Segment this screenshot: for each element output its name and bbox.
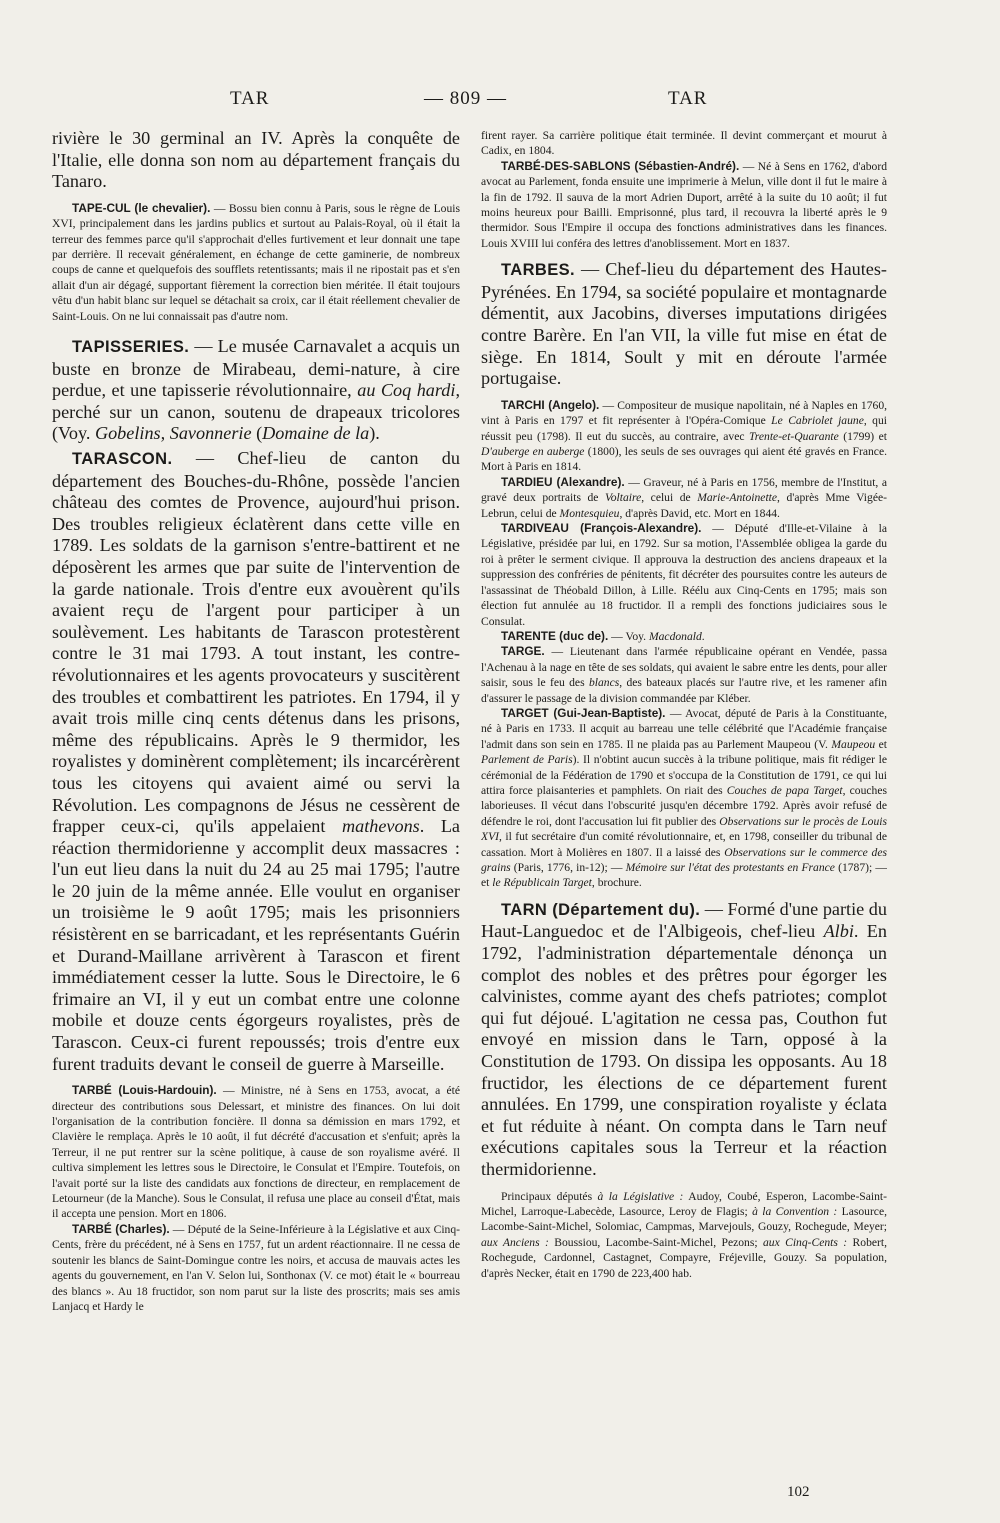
- entry-text: — Compositeur de musique napolitain, né à Naples en 1760, vint à Paris en 1797 et fit représenter à l'Opéra-Comique: [481, 398, 887, 428]
- entry-text: — Le musée Carnavalet a acquis un buste en bronze de Mirabeau, demi-nature, à cire perdue, et une tapisserie révolutionnaire,: [52, 336, 460, 401]
- entry-text: (1800), les seuls de ses ouvrages qui aient été gravés en France. Mort à Paris en 1814.: [481, 445, 887, 474]
- entry-italic: Macdonald: [648, 629, 702, 643]
- entry-text: . La réaction thermidorienne y accomplit deux massacres : l'un eut lieu dans la nuit du 24 au 25 mai 1795; l'autre le 20 juin de la même année. Elle voulut en organiser un troisième le 9 août 1795; mais les prisonniers résistèrent en se barricadant, et les représentants Guérin et Durand-Maillane arrivèrent à Tarascon et firent immédiatement cesser la lutte. Sous le Directoire, le 6 frimaire an VI, il y eut un combat entre une colonne mobile et douze cents égorgeurs royalistes, près de Tarascon. Ceux-ci furent repoussés; trois d'entre eux furent traduits devant le conseil de guerre à Marseille.: [52, 816, 460, 1074]
- entry-text: — Avocat, député de Paris à la Constituante, né à Paris en 1733. Il acquit au barreau une telle célébrité que l'Académie française l'admit dans son sein en 1785. Il ne plaida pas au Parlement Maupeou (V.: [481, 706, 887, 751]
- running-header: [0, 88, 1000, 118]
- entry-italic: à la Convention :: [752, 1204, 838, 1218]
- entry-italic: blancs: [588, 676, 620, 690]
- entry-italic: Gobelins, Savonnerie: [94, 423, 252, 444]
- entry-text: (1787); — et: [481, 861, 887, 890]
- headword: TARBÉ (Charles).: [72, 1221, 170, 1236]
- entry-continuation: firent rayer. Sa carrière politique était terminée. Il devint commerçant et mourut à Cadix, en 1804.: [481, 129, 887, 158]
- headword: TARDIEU (Alexandre).: [501, 474, 625, 489]
- entry-text: .: [701, 629, 705, 643]
- headword: TAPE-CUL (le chevalier).: [72, 200, 211, 215]
- headword: TARCHI (Angelo).: [501, 397, 600, 412]
- entry-italic: Domaine de la: [262, 423, 370, 444]
- entry-text: , d'après David, etc. Mort en 1844.: [619, 506, 780, 520]
- entry-text: — Né à Sens en 1762, d'abord avocat au Parlement, fonda ensuite une imprimerie à Melun, ville dont il fut le maire à la fin de 1792. Il sauva de la mort Adrien Duport, arrêté à la suite du 10 août; il fut moins heureux pour Bailli. Emprisonné, plus tard, il recouvra la liberté après le 9 thermidor. Sous l'Empire il occupa des fonctions administratives dans les finances. Louis XVIII lui conféra des lettres d'anoblissement. Mort en 1837.: [481, 159, 887, 250]
- entry-text: , couches laborieuses. Il vécut dans l'obscurité jusqu'en décembre 1792. Après avoir refusé de défendre le roi, dont l'accusation lui fit publier des: [481, 783, 887, 828]
- entry-text: , d'après Mme Vigée-Lebrun, celui de: [481, 491, 887, 520]
- entry-tarn: [481, 899, 887, 1181]
- entry-continuation: rivière le 30 germinal an IV. Après la conquête de l'Italie, elle donna son nom au département français du Tanaro.: [52, 128, 460, 192]
- entry-text: — Lieutenant dans l'armée républicaine opérant en Vendée, passa l'Achenau à la nage en tête de ses soldats, qui avaient le sabre entre les dents, pour aller saisir, sous le feu des: [481, 645, 887, 690]
- entry-tarente: [481, 629, 887, 644]
- entry-italic: Mémoire sur l'état des protestants en France: [625, 861, 835, 874]
- entry-text: Principaux députés: [501, 1189, 598, 1203]
- entry-text: — Chef-lieu de canton du département des Bouches-du-Rhône, possède l'ancien château des comtes de Provence, aujourd'hui prison. Des troubles religieux éclatèrent dans cette ville en 1789. Les soldats de la garnison s'entre-battirent et ne déposèrent les armes que par suite de l'intervention de la garde nationale. Trois d'entre eux avouèrent qu'ils avaient reçu de l'argent pour participer à un soulèvement. Les habitants de Tarascon protestèrent contre le 31 mai 1793. A tout instant, les contre-révolutionnaires et les agents provocateurs y suscitèrent des troubles et combattirent les patriotes. En 1794, il y avait trois mille cinq cents détenus dans les prisons, même des républicains. Après le 9 thermidor, les royalistes y dominèrent complètement; ils incarcérèrent tous les citoyens qui avaient aimé ou servi la Révolution. Les compagnons de Jésus ne cessèrent de frapper ceux-ci, qu'ils appelaient: [52, 448, 460, 837]
- entry-italic: aux Anciens :: [481, 1235, 549, 1249]
- entry-tarn-deputes: [481, 1189, 887, 1281]
- entry-text: , il fut secrétaire d'un comité révolutionnaire, et, en 1798, conseiller du tribunal de cassation. Mort à Molières en 1807. Il a laissé des: [481, 830, 887, 859]
- headword: TARDIVEAU (François-Alexandre).: [501, 521, 702, 536]
- entry-text: — Formé d'une partie du Haut-Languedoc et de l'Albigeois, chef-lieu: [481, 898, 887, 942]
- entry-target: [481, 706, 887, 891]
- entry-text: Robert, Rochegude, Cardonnel, Castagnet, Compayre, Fréjeville, Gouzy. Sa population, d'après Necker, était en 1790 de 223,400 hab.: [481, 1235, 887, 1280]
- entry-text: , brochure.: [591, 876, 642, 890]
- entry-text: — Graveur, né à Paris en 1756, membre de l'Institut, a gravé deux portraits de: [481, 475, 887, 505]
- entry-text: — Bossu bien connu à Paris, sous le règne de Louis XVI, principalement dans les jardins publics et surtout au Palais-Royal, où il était la terreur des femmes parce qu'il s'approchait d'elles furtivement et leur donnait une tape par derrière. Il recevait généralement, en échange de cette gaminerie, de nombreux coups de canne et quelquefois des soufflets retentissants; mais il ne ripostait pas et s'en allait d'un air dégagé, supportant fièrement la correction bien méritée. Il était toujours vêtu d'un habit blanc sur lequel se détachait sa croix, car il était réellement chevalier de Saint-Louis. On ne lui connaissait pas d'autre nom.: [52, 201, 460, 323]
- headword: TARBES.: [501, 261, 575, 280]
- headword: TARGE.: [501, 644, 545, 659]
- entry-text: . En 1792, l'administration départementale dénonça un complot des nobles et des prêtres pour égorger les calvinistes, comme ayant des chefs patriotes; complot qui fut déjoué. L'agitation ne cessa pas, Couthon fut envoyé en mission dans le Tarn, opposé à la Constitution de 1793. On dissipa les opposants. Au 18 fructidor, les élections de ce département furent annulées. En 1799, une conspiration royaliste y éclata et fut réduite à néant. On compta dans le Tarn neuf exécutions capitales sous la Terreur et la réaction thermidorienne.: [481, 921, 887, 1179]
- entry-text: et: [875, 737, 887, 751]
- entry-italic: à la Législative :: [597, 1189, 684, 1203]
- page-folio: — 809 —: [424, 88, 507, 109]
- entry-italic: Observations sur le procès de Louis XVI: [481, 814, 887, 844]
- entry-text: (: [251, 423, 263, 444]
- entry-italic: Marie-Antoinette: [697, 491, 778, 505]
- entry-italic: Albi: [823, 921, 854, 942]
- entry-tarbe-des-sablons: [481, 159, 887, 251]
- entry-tarbes: [481, 259, 887, 390]
- right-column: [481, 128, 887, 1281]
- entry-tarbe-louis: [52, 1083, 460, 1222]
- entry-tarbe-charles: [52, 1222, 460, 1314]
- entry-text: , qui réussit peu (1798). Il eut du succès, au contraire, avec: [481, 414, 887, 443]
- entry-tarchi: [481, 398, 887, 475]
- headword: TARBÉ-DES-SABLONS (Sébastien-André).: [501, 158, 740, 173]
- entry-text: ). Il n'obtint aucun succès à la tribune politique, mais fit rédiger le cérémonial de la Fédération de 1790 et s'occupa de la Constitution de 1791, ce qui lui attira force plaisanteries et pamphlets. On riait des: [481, 753, 887, 797]
- entry-tardieu: [481, 475, 887, 521]
- entry-text: Boussiou, Lacombe-Saint-Michel, Pezons;: [548, 1235, 763, 1249]
- headword: TARBÉ (Louis-Hardouin).: [72, 1083, 217, 1098]
- entry-text: (Paris, 1776, in-12); —: [510, 861, 626, 874]
- entry-italic: aux Cinq-Cents :: [762, 1235, 848, 1249]
- entry-italic: Trente-et-Quarante: [749, 429, 839, 443]
- entry-italic: Montesquieu: [559, 506, 620, 520]
- entry-text: Audoy, Coubé, Esperon, Lacombe-Saint-Michel, Larroque-Labecède, Lasource, Leroy de Flagis;: [481, 1189, 887, 1218]
- headword: TARENTE (duc de).: [501, 628, 609, 643]
- entry-italic: Observations sur le commerce des grains: [481, 845, 887, 874]
- headword: TARASCON.: [72, 450, 173, 468]
- entry-italic: Maupeou: [831, 737, 876, 751]
- entry-text: (1799) et: [838, 429, 887, 443]
- entry-text: Lasource, Lacombe-Saint-Michel, Solomiac, Campmas, Marvejouls, Gouzy, Rochegude, Meyer;: [481, 1204, 887, 1234]
- entry-text: — Député d'Ille-et-Vilaine à la Législative, présidée par lui, en 1792. Sur sa motion, l'Assemblée obligea la garde du roi à prêter le serment civique. Il approuva la destruction des anciens drapeaux et la suppression des confréries de pénitents, fit décréter des poursuites contre les auteurs de l'assassinat de Théobald Dillon, à Lille. Réélu aux Cinq-Cents en 1795; mais son élection fut annulée au 18 fructidor. Il a rempli des fonctions judiciaires sous le Consulat.: [481, 522, 887, 628]
- entry-italic: D'auberge en auberge: [481, 445, 585, 459]
- headword: TARGET (Gui-Jean-Baptiste).: [501, 705, 666, 720]
- entry-text: ).: [369, 423, 380, 444]
- entry-text: — Ministre, né à Sens en 1753, avocat, a été directeur des contributions sous Delessart, et ministre des finances. On lui doit l'organisation de la contribution foncière. Il donna sa démission en mars 1792, et Clavière le remplaça. Après le 10 août, il fut décrété d'accusation et s'enfuit; après la Terreur, il ne put rentrer sur la scène politique, à cause de son royalisme avéré. Il cultiva simplement les lettres sous le Directoire, le Consulat et l'Empire. Toutefois, on l'avait porté sur la liste des candidats aux fonctions de directeur, en remplacement de Letourneur (de la Manche). Sous le Consulat, il refusa une place au conseil d'État, mais il accepta une pension. Mort en 1806.: [52, 1084, 460, 1221]
- header-left: TAR: [230, 88, 270, 109]
- entry-text: — Voy.: [608, 629, 649, 643]
- headword: TAPISSERIES.: [72, 338, 190, 357]
- left-column: [52, 128, 460, 1314]
- header-right: TAR: [668, 88, 708, 109]
- entry-text: , des bateaux placés sur l'autre rive, et les ramener afin d'assurer le passage de la division commandée par Kléber.: [481, 676, 887, 705]
- entry-italic: Voltaire: [604, 491, 642, 505]
- entry-italic: Couches de papa Target: [726, 783, 843, 797]
- entry-text: , celui de: [641, 491, 698, 505]
- entry-text: — Chef-lieu du département des Hautes-Pyrénées. En 1794, sa société populaire et montagnarde démentit, aux Jacobins, diverses imputations dirigées contre Barère. En l'an VII, la ville fut mise en état de siège. En 1814, Soult y mit en déroute l'armée portugaise.: [481, 259, 887, 389]
- entry-italic: le Républicain Target: [492, 876, 592, 890]
- entry-text: — Député de la Seine-Inférieure à la Législative et aux Cinq-Cents, frère du précédent, né à Sens en 1757, fut un ardent réactionnaire. Il ne cessa de soutenir les blancs de Saint-Domingue contre les noirs, et accusa de mauvais actes les agents du gouvernement, en l'an V. Selon lui, Sonthonax (V. ce mot) était le « bourreau des blancs ». Au 18 fructidor, son nom parut sur la liste des proscrits; mais ses amis Lanjacq et Hardy le: [52, 1222, 460, 1313]
- entry-italic: au Coq hardi: [357, 380, 456, 401]
- entry-tapisseries: [52, 336, 460, 445]
- headword: TARN (Département du).: [501, 900, 701, 919]
- entry-italic: mathevons: [341, 816, 420, 837]
- entry-tardiveau: [481, 521, 887, 629]
- entry-italic: Le Cabriolet jaune: [771, 414, 864, 428]
- entry-tarascon: [52, 448, 460, 1075]
- signature-number: 102: [787, 1484, 810, 1500]
- entry-italic: Parlement de Paris: [481, 753, 573, 767]
- entry-targe: [481, 644, 887, 706]
- entry-tape-cul: [52, 201, 460, 324]
- entry-text: , perché sur un canon, soutenu de drapeaux tricolores (Voy.: [52, 380, 460, 444]
